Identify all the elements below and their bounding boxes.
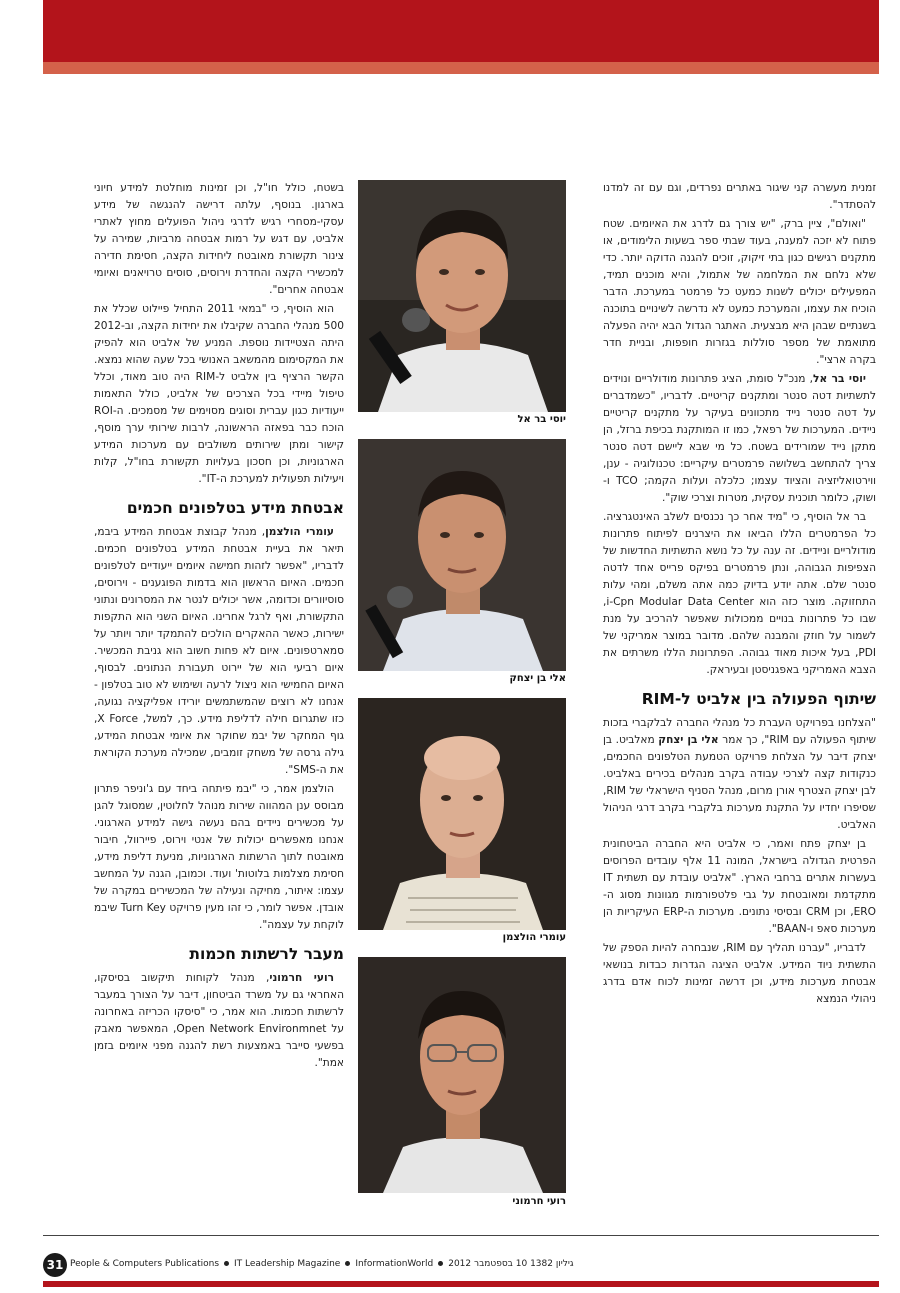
portrait-photo — [358, 180, 566, 412]
paragraph: בשטח, כולל חו"ל, וכן זמינות מוחלטת למידע חיוני בארגון. בנוסף, עלתה דרישה להנגשה של מידע עסקי-מסחרי רגיש לדרגי ניהול הפועלים מחוץ לאתרי אלביט, עם דגש על רמות אבטחה מרביות, שמירה על צינור תקשורת מאובטח ליחידות הקצה, חסימת חדירה למכשירי הקצה והחדרת וירוסים, סוסים טרויאנים ואיומי אבטחה אחרים". — [94, 182, 344, 296]
page-number: 31 — [43, 1253, 67, 1277]
section-heading: שיתוף הפעולה בין אלביט ל-RIM — [641, 690, 876, 708]
header-stripe — [43, 62, 879, 74]
paragraph: בר אל הוסיף, כי "מיד אחר כך נכנסים לשלב האינטגרציה. כל הפרמטרים הללו הביאו את היצרנים לפיתוח פתרונות מודולריים וניידים. זה ענה על כל נושא התשתיות החדשות של הצפיפות הגבוהה, ונתן פרמטרים בפיקס פרייס אחד לדטה סנטר שלם. אתה יודע בדיוק כמה אתה משלם, ומהי עלות התחזוקה. מוצר כזה הוא i-Cpn Modular Data Center, שבו כל פתרונות בנויים ממכולות שאפשר להרכיב על מנת לשמור על חוזק והמבנה שלהם. מדובר במוצר אמריקני של PDI, בעל איכות מאוד גבוהה. הפתרונות הללו משרתים את הצבא האמריקני באפגניסטן ובעיראק. — [603, 511, 876, 676]
paragraph: לדבריו, "עברנו תהליך עם RIM, שנבחרה להיות הספק של התשתית ניוד המידע. אלביט הציגה הגדרות כבדות בנושאי אבטחת מערכות מידע, וכן דרשה זמינות לכוח אדם בדרג ניהולי הנמצא — [603, 942, 876, 1005]
footer-issue: גיליון 1382 10 בספטמבר 2012 — [448, 1259, 574, 1269]
left-text-column — [94, 180, 344, 1074]
right-text-column — [603, 180, 876, 1010]
paragraph-text: מאלביט. בן יצחק דיבר על הצלחת פרויקט הטמעת הטלפונים החכמים, כנקודות קצה לצרכי עבודה בקרב מנהלים בכירים באלביט. לבן יצחק הצטרף אורן מרום, מנהל הסניף הישראלי של RIM, שסיפרו יחדיו על התקנת מערכות בלקברי בקרב דרגי הניהול האלביט. — [603, 734, 876, 831]
paragraph-text: , מנהל לקוחות תיקשוב בסיסקו, האחראי גם על משרד הביטחון, דיבר על הצורך במעבר לרשתות חכמות. הוא אמר, כי "סיסקו הכריזה באחרונה על Open Network Environmnet, המאפשר מאבק בפשעי סייבר באמצעות רשת להגנה מפני איומים בזמן אמת". — [94, 972, 344, 1069]
portrait-photo — [358, 698, 566, 930]
section-heading: אבטחת מידע בטלפונים חכמים — [126, 499, 344, 517]
portrait-photo — [358, 439, 566, 671]
speaker-name: רועי חרמוני — [269, 972, 334, 984]
footer-site: InformationWorld — [355, 1259, 434, 1269]
bullet-icon — [345, 1261, 350, 1266]
paragraph — [94, 970, 344, 1072]
paragraph: זמנית מעשרה קני שיגור באתרים נפרדים, וגם עם זה למדנו להסתדר". — [603, 182, 876, 211]
footer-rule — [43, 1235, 879, 1236]
section-heading: מעבר לרשתות חכמות — [189, 945, 344, 963]
speaker-name: אלי בן יצחק — [658, 734, 719, 746]
speaker-name: עומרי הולצמן — [265, 526, 334, 538]
footer-credits — [70, 1259, 574, 1269]
paragraph — [94, 524, 344, 779]
speaker-name: יוסי בר אל — [813, 373, 866, 385]
paragraph: בן יצחק פתח ואמר, כי אלביט היא החברה הביטחונית הפרטית הגדולה בישראל, המונה 11 אלף עובדים הפרוסים בעשרות אתרים ברחבי הארץ. "אלביט עובדת עם תשתית IT מתקדמת ומאובטחת על גבי פלטפורמות מגוונות מסוג ה-ERO, וכן CRM ובסיסי נתונים. מערכות ה-ERP העיקריות הן מערכות סאפ ו-BAAN". — [603, 838, 877, 935]
footer-publisher: People & Computers Publications — [70, 1259, 220, 1269]
bullet-icon — [224, 1261, 229, 1266]
paragraph-text: , מנהל קבוצת אבטחת המידע ביבמ, תיאר את בעיית אבטחת המידע בטלפונים חכמים. לדבריו, "אפשר לזהות חמישה איומים ייעודיים לטלפונים חכמים. האיום הראשון הוא בדמות הפוגענים - וירוסים, סוסיוורים וכדומה, אשר יכולים לנטר את המסרונים ונתוני התקשורת, ואף לרגל אחרינו. האיום השני הוא התקפות ישירות, כאשר ההאקרים הולכים להתמקד יותר ויותר על סמארטפונים. איום לא פחות חשוב הוא גניבת המכשיר. איום רביעי הוא של יירוט תעבורת הנתונים. לבסוף, האיום החמישי הוא ניצול לרעה ושימוש לא טוב בטלפון - אנחנו לא רוצים שהמשתמשים יורידו אפליקציה נגועה, כזו שתגרום חילה לדליפת מידע. כך, למשל, X Force, גוף המחקר של יבמ שחוקר את איומי אבטחת המידע, גילה גרסה של משחק זומבים, שמכילה מערכת הקוראת את ה-SMS". — [94, 526, 344, 776]
paragraph — [603, 371, 876, 507]
paragraph-text: , מנכ"ל סומת, הציג פתרונות מודולריים ונוידים לתשתיות דטה סנטר ומתקנים קריטיים. לדבריו, "כשמדברים על דטה סנטר נייד מתכוונים בעיקר על מתקנים קריטיים ניידים. המערכות של רפאל, כמו זו המותקנת בכיפת ברזל, הן מתקן נייד שמורידים בשטח. כל מי שבא ליישם דטה סנטר צריך להתחשב בשלושה פרמטרים עיקריים: טכנולוגיה - ענן, ווירטואליזציה והציוד עצמו; כלכלה ועלות הקמה; TCO ו- ושוק, כלומר תוכנית עסקית, מטרות וצרכי שוק". — [603, 373, 876, 504]
photo-caption: רועי חרמוני — [512, 1196, 566, 1207]
footer-magazine: IT Leadership Magazine — [234, 1259, 341, 1269]
portrait-photo — [358, 957, 566, 1193]
paragraph: הולצמן אמר, כי "יבמ פיתחה ביחד עם ג'וניפר פתרון מבוסס ענן המהווה שירות מנוהל לחלוטין, שמסוגל להגן על מכשירים ניידים בהם נעשה גישה למידע הארגוני. אנחנו מאפשרים יכולות של אנטי וירוס, פיירוול, חיבור מאובטח לתוך הרשתות הארגוניות, מניעת דליפת מידע, חסימת מצלמות בלוטות' ועוד. וכמובן, הגנה על המחשב עצמו: איתור, מחיקה ונעילה של המכשירים במקרה של אובדן. אפשר לומר, כי זהו מעין פרויקט Turn Key שיבמ לוקחת על עצמה". — [94, 783, 345, 931]
paragraph-text: "הצלחנו בפרויקט העברת כל מנהלי החברה לבלקברי בזכות שיתוף הפעולה עם RIM", כך אמר — [603, 717, 876, 746]
photo-caption: יוסי בר אל — [517, 414, 566, 425]
footer-band — [43, 1281, 879, 1287]
photo-caption: עומרי הולצמן — [502, 932, 566, 943]
paragraph: הוא הוסיף, כי "במאי 2011 התחיל פיילוט שכלל את 500 מנהלי החברה שקיבלו את יחידות הקצה, וב-2012 היתה הצטיידות נוספת. המניע של אלביט הוא להפיק את המקסימום מהמשאב האנושי בכל שעה שהוא נמצא. הקשר הרציף בין אלביט ל-RIM היה טוב מאוד, וכלל טיפול מיידי בכל הצרכים של אלביט, כולל התאמות ייעודיות כגון עברית וסוגים מסוימים של מסמכים. ה-ROI הוכח כבר בפאזה הראשונה, לרבות שירותי ערך מוסף, קישור ומתן שירותים משולבים עם מערכות המידע הארגוניות, וכן חסכון בעלויות תקשורת בחו"ל, קלות ויעילות תפעולית למערכת ה-IT". — [93, 303, 344, 485]
header-band — [43, 0, 879, 62]
paragraph: "ואולם", ציין ברק, "יש צורך גם לדרג את האיומים. שטח פתוח לא יזכה למענה, בעוד שבתי ספר בשעות הלימודים, או מתקנים רגישים כגון בתי זיקוק, זוכים להגנה הדוקה יותר. כדי שלא נלחם את המלחמה של אתמול, והיא מוכנים תמיד, המפעילים יכולים לשנות כמעט כל פרמטר במערכת. הדבר הוכיח את עצמו, והמערכת כמעט לא נדרשה לשינויים בתוכנה בשנתיים שבהן היא מבצעית. האתגר הגדול הבא יהיה הפעלה מתואמת של מספר סוללות בגזרות חופפות, ובניית חדר בקרה ארצי". — [603, 218, 876, 366]
photo-caption: אלי בן יצחק — [509, 673, 566, 684]
paragraph — [603, 715, 876, 834]
bullet-icon — [438, 1261, 443, 1266]
